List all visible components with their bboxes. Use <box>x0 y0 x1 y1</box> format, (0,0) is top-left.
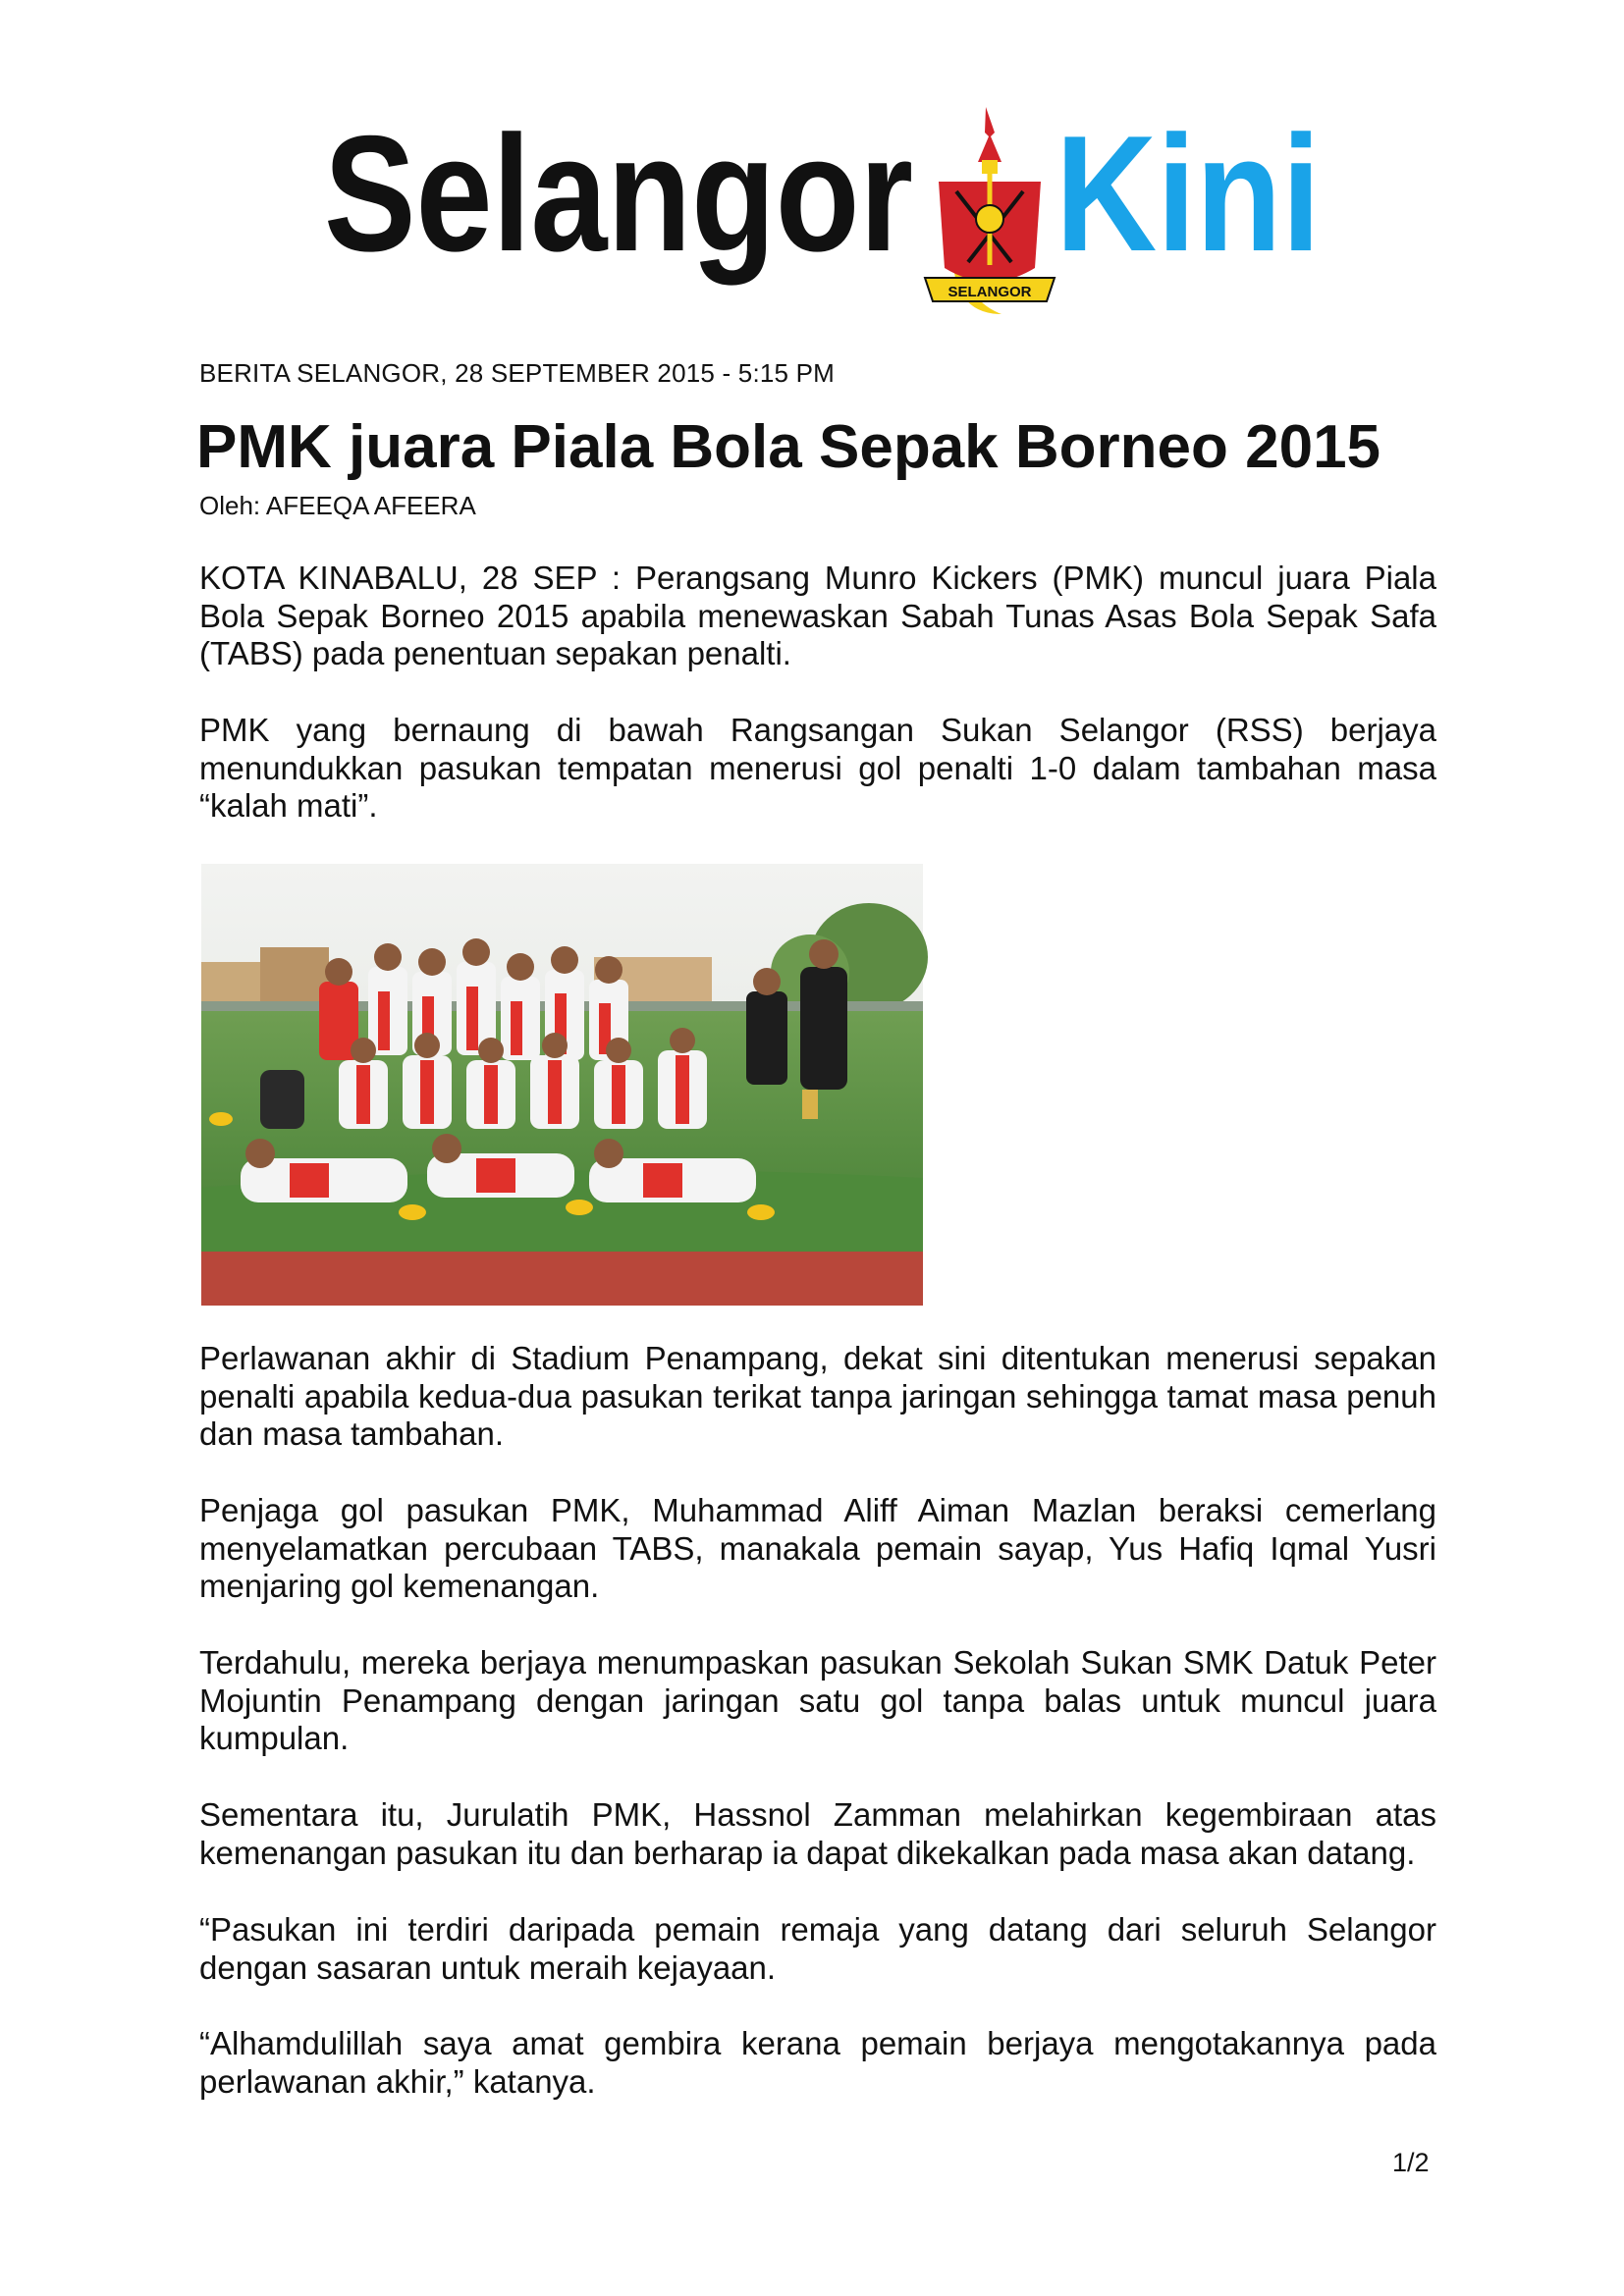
article-dateline: BERITA SELANGOR, 28 SEPTEMBER 2015 - 5:15 PM <box>199 358 836 388</box>
page-number: 1/2 <box>1392 2148 1430 2177</box>
article-paragraph: “Pasukan ini terdiri daripada pemain remaja yang datang dari seluruh Selangor dengan sasaran untuk meraih kejayaan. <box>199 1911 1436 1986</box>
crest-caption: SELANGOR <box>947 284 1032 300</box>
article-paragraph: PMK yang bernaung di bawah Rangsangan Sukan Selangor (RSS) berjaya menundukkan pasukan tempatan menerusi gol penalti 1-0 dalam tambahan masa “kalah mati”. <box>199 712 1436 824</box>
masthead-logo <box>324 103 1321 314</box>
team-photo-image <box>201 864 923 1306</box>
article-paragraph: Penjaga gol pasukan PMK, Muhammad Aliff Aiman Mazlan beraksi cemerlang menyelamatkan percubaan TABS, manakala pemain sayap, Yus Hafiq Iqmal Yusri menjaring gol kemenangan. <box>199 1492 1436 1604</box>
masthead-left-word: Selangor <box>324 101 913 286</box>
article-paragraph: Perlawanan akhir di Stadium Penampang, dekat sini ditentukan menerusi sepakan penalti apabila kedua-dua pasukan terikat tanpa jaringan sehingga tamat masa penuh dan masa tambahan. <box>199 1340 1436 1452</box>
selangor-crest-icon <box>925 107 1055 314</box>
article-paragraph: Terdahulu, mereka berjaya menumpaskan pasukan Sekolah Sukan SMK Datuk Peter Mojuntin Penampang dengan jaringan satu gol tanpa balas untuk muncul juara kumpulan. <box>199 1644 1436 1756</box>
article-paragraph: KOTA KINABALU, 28 SEP : Perangsang Munro Kickers (PMK) muncul juara Piala Bola Sepak Borneo 2015 apabila menewaskan Sabah Tunas Asas Bola Sepak Safa (TABS) pada penentuan sepakan penalti. <box>199 560 1436 671</box>
team-photo <box>201 864 923 1306</box>
masthead <box>324 103 1321 314</box>
article-paragraph: Sementara itu, Jurulatih PMK, Hassnol Zamman melahirkan kegembiraan atas kemenangan pasukan itu dan berharap ia dapat dikekalkan pada masa akan datang. <box>199 1796 1436 1871</box>
masthead-right-word: Kini <box>1056 101 1321 286</box>
article-paragraph: “Alhamdulillah saya amat gembira kerana pemain berjaya mengotakannya pada perlawanan akhir,” katanya. <box>199 2025 1436 2100</box>
article-byline: Oleh: AFEEQA AFEERA <box>199 491 476 520</box>
article-headline: PMK juara Piala Bola Sepak Borneo 2015 <box>196 413 1381 481</box>
